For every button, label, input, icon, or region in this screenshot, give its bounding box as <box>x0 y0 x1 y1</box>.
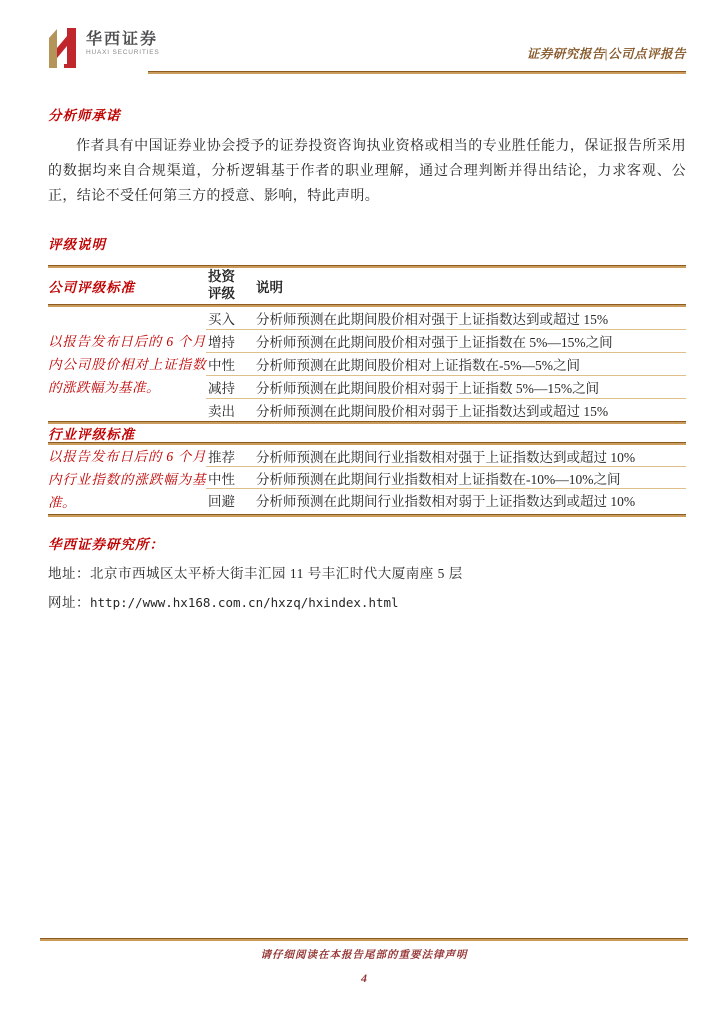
table-row <box>206 352 686 375</box>
rating-label: 中性 <box>208 358 235 373</box>
address-label: 地址： <box>48 566 90 581</box>
company-rating-rows <box>206 307 686 421</box>
analyst-commitment-body: 作者具有中国证券业协会授予的证券投资咨询执业资格或相当的专业胜任能力，保证报告所采用的数据均来自合规渠道，分析逻辑基于作者的职业理解，通过合理判断并得出结论，力求客观、公正，结论不受任何第三方的授意、影响，特此声明。 <box>48 139 686 204</box>
rating-desc: 分析师预测在此期间股价相对弱于上证指数 5%—15%之间 <box>256 381 600 396</box>
rating-label: 回避 <box>208 493 235 509</box>
rating-desc: 分析师预测在此期间股价相对强于上证指数在 5%—15%之间 <box>256 335 613 350</box>
company-rating-body <box>48 307 686 421</box>
institute-address-line <box>48 562 686 582</box>
rating-desc: 分析师预测在此期间股价相对弱于上证指数达到或超过 15% <box>256 404 609 419</box>
table-row <box>206 466 686 488</box>
header-rule <box>148 71 686 74</box>
logo-text <box>86 28 159 56</box>
rating-label: 增持 <box>208 335 235 350</box>
website-label: 网址： <box>48 595 90 610</box>
rating-desc: 分析师预测在此期间股价相对强于上证指数达到或超过 15% <box>256 312 609 327</box>
industry-rating-rows <box>206 445 686 514</box>
company-standard-header: 公司评级标准 <box>48 280 135 295</box>
website-link[interactable]: http://www.hx168.com.cn/hxzq/hxindex.html <box>90 595 399 610</box>
column-header-rating: 投资评级 <box>208 269 235 301</box>
rating-table <box>48 265 686 517</box>
rating-desc: 分析师预测在此期间行业指数相对弱于上证指数达到或超过 10% <box>256 493 636 509</box>
report-footer <box>40 938 688 986</box>
rating-label: 减持 <box>208 381 235 396</box>
rating-label: 买入 <box>208 312 235 327</box>
footer-legal-notice: 请仔细阅读在本报告尾部的重要法律声明 <box>260 950 468 961</box>
table-row <box>206 329 686 352</box>
rating-desc: 分析师预测在此期间行业指数相对上证指数在-10%—10%之间 <box>256 471 621 487</box>
rating-label: 卖出 <box>208 404 235 419</box>
huaxi-logo-icon <box>48 28 78 68</box>
rating-label: 中性 <box>208 471 235 487</box>
report-type-tagline: 证券研究报告|公司点评报告 <box>526 47 686 61</box>
table-row <box>206 488 686 510</box>
logo-name-en: HUAXI SECURITIES <box>86 49 160 57</box>
address-value: 北京市西城区太平桥大街丰汇园 11 号丰汇时代大厦南座 5 层 <box>90 566 463 581</box>
rating-explanation-title: 评级说明 <box>48 237 106 252</box>
institute-website-line <box>48 591 686 611</box>
table-row <box>206 307 686 329</box>
industry-standard-header: 行业评级标准 <box>48 427 135 442</box>
rating-desc: 分析师预测在此期间股价相对上证指数在-5%—5%之间 <box>256 358 580 373</box>
table-header-row <box>48 268 686 304</box>
table-rule-bottom <box>48 514 686 517</box>
logo-name-cn: 华西证券 <box>86 31 159 48</box>
industry-rating-basis: 以报告发布日后的 6 个月内行业指数的涨跌幅为基准。 <box>48 449 206 510</box>
table-row <box>206 398 686 421</box>
rating-desc: 分析师预测在此期间行业指数相对强于上证指数达到或超过 10% <box>256 449 636 465</box>
analyst-commitment-title: 分析师承诺 <box>48 108 121 123</box>
rating-label: 推荐 <box>208 449 235 465</box>
page-number: 4 <box>361 971 367 985</box>
company-rating-basis: 以报告发布日后的 6 个月内公司股价相对上证指数的涨跌幅为基准。 <box>48 333 206 395</box>
table-row <box>206 375 686 398</box>
research-institute-title: 华西证券研究所： <box>48 537 164 552</box>
column-header-desc: 说明 <box>256 280 283 295</box>
huaxi-logo <box>48 28 159 68</box>
report-header <box>48 28 686 68</box>
table-row <box>206 445 686 466</box>
industry-rating-body <box>48 445 686 514</box>
footer-rule <box>40 938 688 941</box>
